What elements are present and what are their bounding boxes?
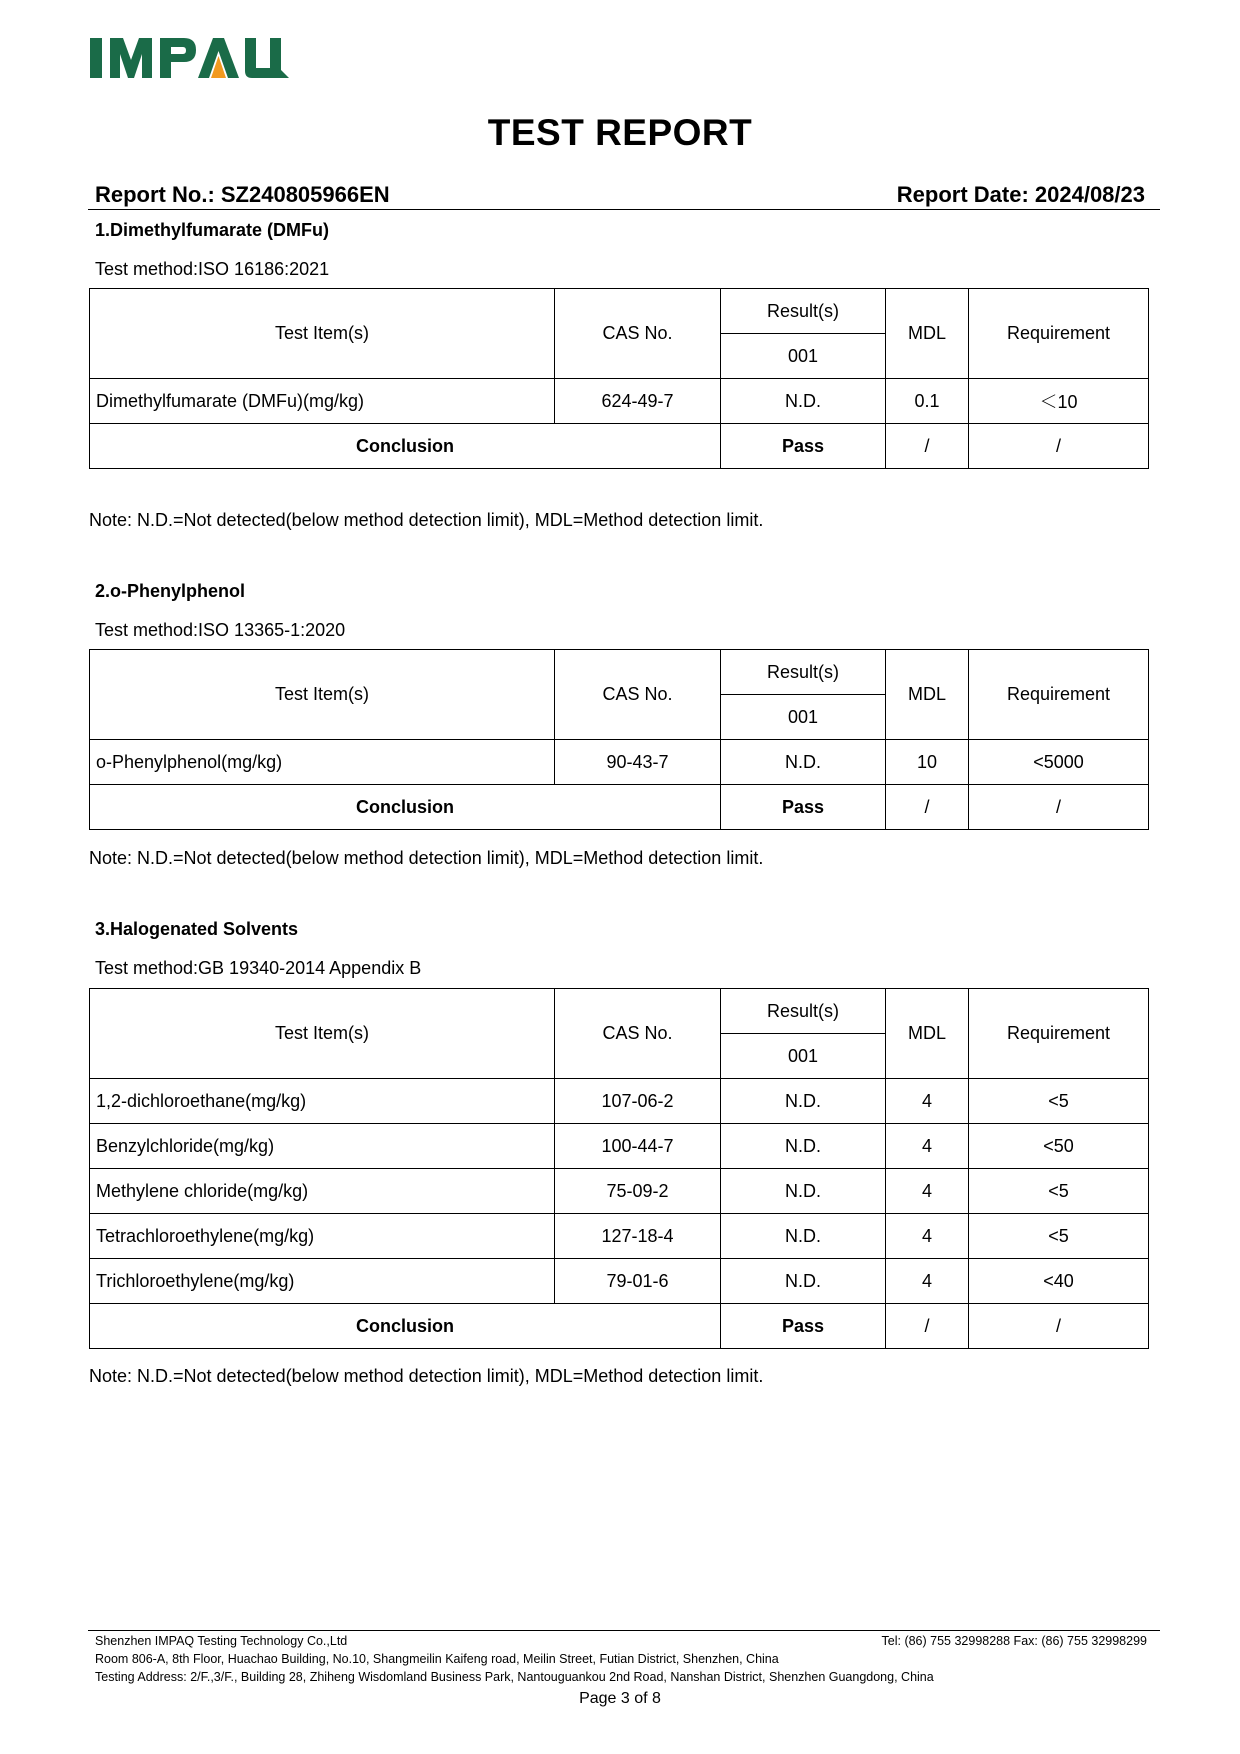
- header-requirement: Requirement: [969, 289, 1149, 379]
- conclusion-result: Pass: [721, 785, 886, 830]
- section-2-table: [89, 649, 1149, 830]
- header-divider: [88, 209, 1160, 210]
- cell-item: Methylene chloride(mg/kg): [90, 1169, 555, 1214]
- cell-result: N.D.: [721, 740, 886, 785]
- cell-item: Dimethylfumarate (DMFu)(mg/kg): [90, 379, 555, 424]
- cell-item: Benzylchloride(mg/kg): [90, 1124, 555, 1169]
- table-row: [90, 1214, 1149, 1259]
- section-1-note: Note: N.D.=Not detected(below method detection limit), MDL=Method detection limit.: [89, 510, 764, 530]
- header-test-items: Test Item(s): [90, 650, 555, 740]
- section-3-note: Note: N.D.=Not detected(below method detection limit), MDL=Method detection limit.: [89, 1366, 764, 1386]
- cell-requirement: <5: [969, 1079, 1149, 1124]
- header-mdl: MDL: [886, 289, 969, 379]
- cell-requirement: <5: [969, 1214, 1149, 1259]
- conclusion-result: Pass: [721, 1304, 886, 1349]
- conclusion-result: Pass: [721, 424, 886, 469]
- section-2-title: 2.o-Phenylphenol: [95, 581, 246, 601]
- cell-result: N.D.: [721, 1214, 886, 1259]
- conclusion-mdl: /: [886, 1304, 969, 1349]
- conclusion-requirement: /: [969, 785, 1149, 830]
- table-header-row: [90, 289, 1149, 334]
- report-date: Report Date: 2024/08/23: [896, 182, 1145, 207]
- table-row: [90, 1079, 1149, 1124]
- conclusion-label: Conclusion: [90, 785, 721, 830]
- section-2-note: Note: N.D.=Not detected(below method detection limit), MDL=Method detection limit.: [89, 848, 764, 868]
- table-header-row: [90, 650, 1149, 695]
- header-results: Result(s): [721, 289, 886, 334]
- table-row: [90, 1169, 1149, 1214]
- cell-result: N.D.: [721, 1079, 886, 1124]
- conclusion-requirement: /: [969, 1304, 1149, 1349]
- conclusion-requirement: /: [969, 424, 1149, 469]
- header-requirement: Requirement: [969, 989, 1149, 1079]
- section-2-method: Test method:ISO 13365-1:2020: [95, 620, 346, 640]
- cell-requirement: <5000: [969, 740, 1149, 785]
- section-3-table: [89, 988, 1149, 1349]
- report-header-line: [95, 182, 1155, 208]
- section-3-title: 3.Halogenated Solvents: [95, 919, 299, 939]
- conclusion-mdl: /: [886, 424, 969, 469]
- cell-mdl: 4: [886, 1079, 969, 1124]
- footer-contact: Tel: (86) 755 32998288 Fax: (86) 755 32998299: [881, 1634, 1147, 1648]
- document-title: TEST REPORT: [487, 112, 753, 153]
- cell-requirement: <40: [969, 1259, 1149, 1304]
- table-row: [90, 740, 1149, 785]
- footer-company: Shenzhen IMPAQ Testing Technology Co.,Ltd: [95, 1634, 348, 1648]
- section-3-method: Test method:GB 19340-2014 Appendix B: [95, 958, 422, 978]
- header-sample-id: 001: [721, 334, 886, 379]
- cell-cas: 75-09-2: [555, 1169, 721, 1214]
- section-1-title: 1.Dimethylfumarate (DMFu): [95, 220, 330, 240]
- cell-result: N.D.: [721, 1124, 886, 1169]
- cell-mdl: 10: [886, 740, 969, 785]
- cell-requirement: ＜10: [969, 379, 1149, 424]
- conclusion-row: [90, 785, 1149, 830]
- cell-item: 1,2-dichloroethane(mg/kg): [90, 1079, 555, 1124]
- conclusion-row: [90, 424, 1149, 469]
- cell-requirement: <5: [969, 1169, 1149, 1214]
- cell-mdl: 4: [886, 1169, 969, 1214]
- cell-requirement: <50: [969, 1124, 1149, 1169]
- cell-mdl: 4: [886, 1214, 969, 1259]
- report-number: Report No.: SZ240805966EN: [95, 182, 390, 207]
- conclusion-row: [90, 1304, 1149, 1349]
- table-row: [90, 379, 1149, 424]
- impaq-logo: [90, 36, 300, 82]
- cell-cas: 127-18-4: [555, 1214, 721, 1259]
- footer-testing-address: Testing Address: 2/F.,3/F., Building 28, Zhiheng Wisdomland Business Park, Nantouguankou 2nd Road, Nanshan District, Shenzhen Guangdong, China: [95, 1670, 934, 1684]
- header-sample-id: 001: [721, 1034, 886, 1079]
- cell-cas: 79-01-6: [555, 1259, 721, 1304]
- cell-cas: 624-49-7: [555, 379, 721, 424]
- conclusion-label: Conclusion: [90, 1304, 721, 1349]
- conclusion-mdl: /: [886, 785, 969, 830]
- cell-cas: 90-43-7: [555, 740, 721, 785]
- header-mdl: MDL: [886, 989, 969, 1079]
- section-1-method: Test method:ISO 16186:2021: [95, 259, 330, 279]
- table-row: [90, 1259, 1149, 1304]
- cell-result: N.D.: [721, 379, 886, 424]
- conclusion-label: Conclusion: [90, 424, 721, 469]
- table-row: [90, 1124, 1149, 1169]
- cell-mdl: 0.1: [886, 379, 969, 424]
- header-results: Result(s): [721, 989, 886, 1034]
- header-sample-id: 001: [721, 695, 886, 740]
- header-requirement: Requirement: [969, 650, 1149, 740]
- cell-cas: 107-06-2: [555, 1079, 721, 1124]
- cell-item: Tetrachloroethylene(mg/kg): [90, 1214, 555, 1259]
- cell-result: N.D.: [721, 1259, 886, 1304]
- cell-item: o-Phenylphenol(mg/kg): [90, 740, 555, 785]
- footer-divider: [88, 1630, 1160, 1631]
- cell-item: Trichloroethylene(mg/kg): [90, 1259, 555, 1304]
- footer-address: Room 806-A, 8th Floor, Huachao Building, No.10, Shangmeilin Kaifeng road, Meilin Street, Futian District, Shenzhen, China: [95, 1652, 779, 1666]
- cell-mdl: 4: [886, 1124, 969, 1169]
- section-1-table: [89, 288, 1149, 469]
- cell-result: N.D.: [721, 1169, 886, 1214]
- header-cas-no: CAS No.: [555, 989, 721, 1079]
- header-cas-no: CAS No.: [555, 650, 721, 740]
- header-cas-no: CAS No.: [555, 289, 721, 379]
- header-test-items: Test Item(s): [90, 289, 555, 379]
- cell-cas: 100-44-7: [555, 1124, 721, 1169]
- header-test-items: Test Item(s): [90, 989, 555, 1079]
- header-mdl: MDL: [886, 650, 969, 740]
- page-number: Page 3 of 8: [579, 1690, 661, 1707]
- header-results: Result(s): [721, 650, 886, 695]
- cell-mdl: 4: [886, 1259, 969, 1304]
- table-header-row: [90, 989, 1149, 1034]
